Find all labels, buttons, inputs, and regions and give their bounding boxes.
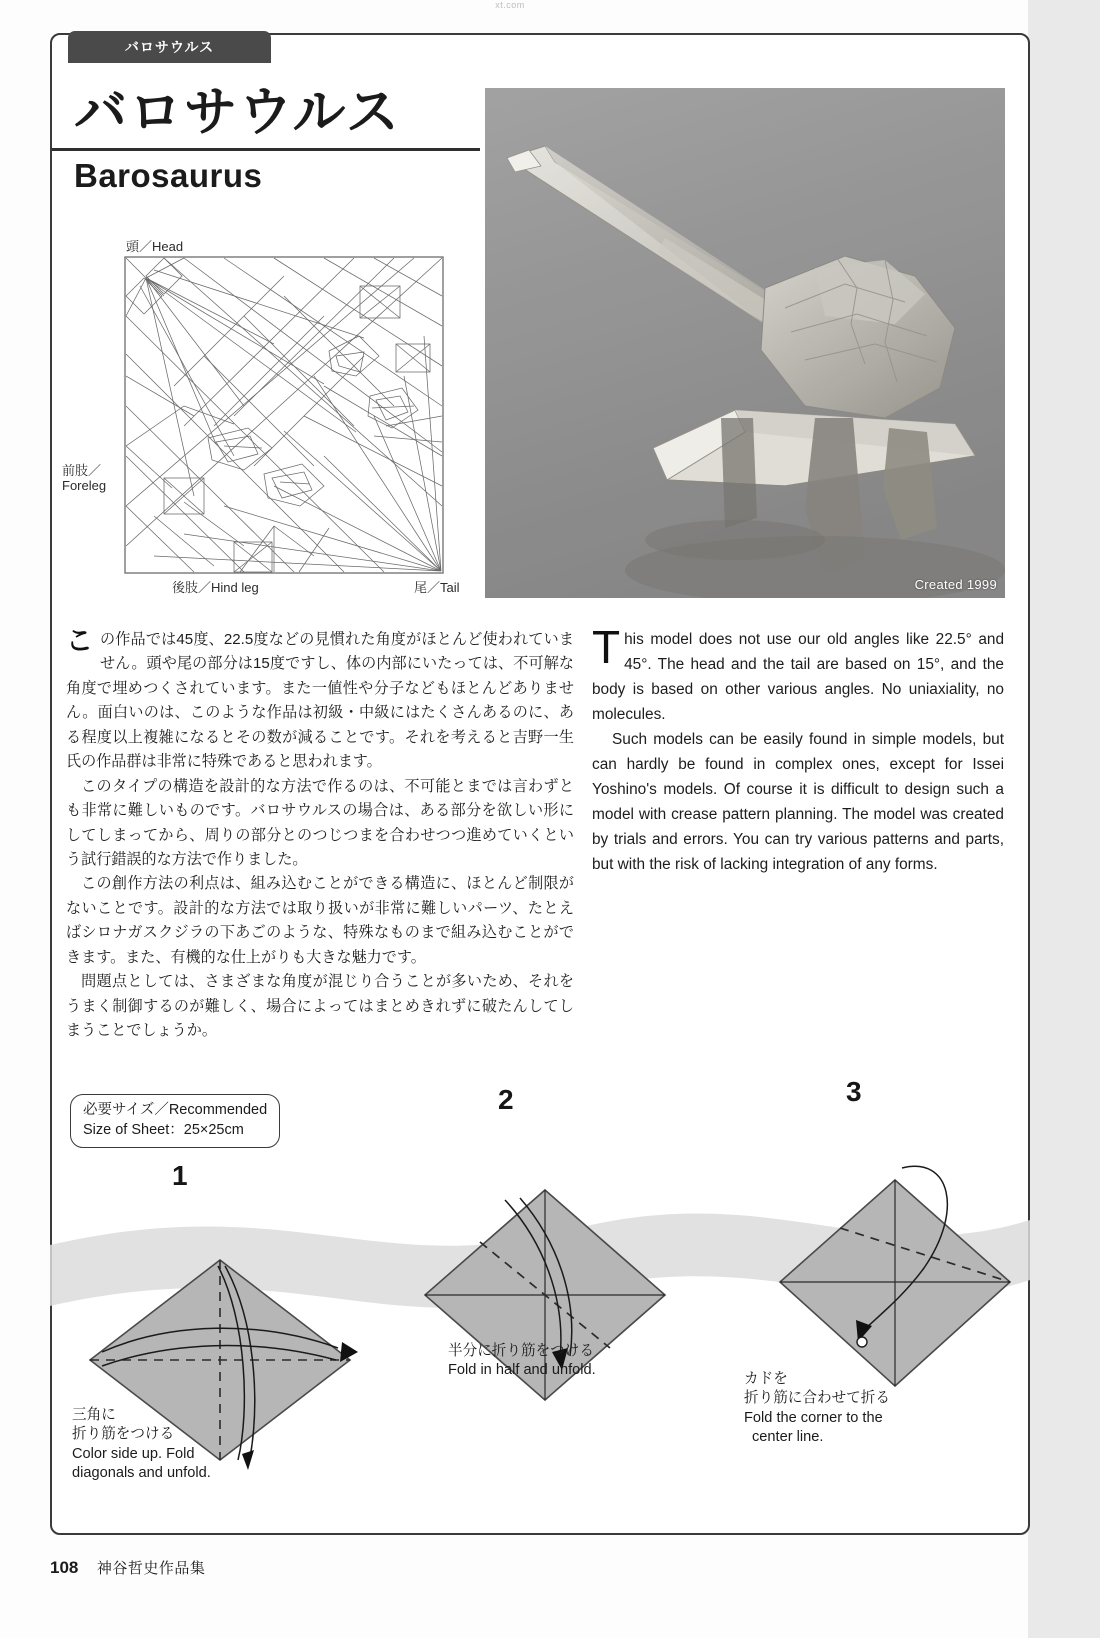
crease-pattern-figure [62, 236, 482, 596]
cp-label-foreleg-jp: 前肢／ [62, 463, 102, 478]
page-title-japanese: バロサウルス [74, 83, 401, 142]
step-3-caption-en-2: center line. [752, 1429, 824, 1446]
en-paragraph-1 [592, 621, 1004, 728]
title-block [52, 66, 482, 195]
cp-label-hind-leg: 後肢／Hind leg [172, 580, 259, 595]
photo-caption: Created 1999 [914, 577, 997, 592]
step-3-caption-jp-2: 折り筋に合わせて折る [744, 1390, 890, 1407]
step-caption-2 [448, 1342, 596, 1381]
chapter-tab-label: バロサウルス [124, 39, 215, 55]
book-title: 神谷哲史作品集 [96, 1560, 206, 1577]
jp-dropcap: こ [66, 626, 93, 656]
page-gutter [1028, 0, 1100, 1638]
step-2-caption-jp-1: 半分に折り筋をつける [448, 1343, 594, 1359]
recommended-size-line-2: Size of Sheet：25×25cm [83, 1121, 244, 1138]
step-caption-3 [744, 1370, 890, 1448]
cp-label-tail: 尾／Tail [414, 580, 460, 595]
watermark-text: xt.com [495, 0, 525, 10]
page-number: 108 [50, 1558, 79, 1577]
cp-label-foreleg [62, 464, 106, 494]
jp-paragraph-2: このタイプの構造を設計的な方法で作るのは、不可能とまでは言わずとも非常に難しいものです。バロサウルスの場合は、ある部分を欲しい形にしてしまってから、周りの部分とのつじつまを合わせつつ進めていくという試行錯誤的な方法で作りました。 [66, 777, 574, 868]
crease-pattern-svg [124, 256, 444, 574]
page-title-english: Barosaurus [74, 157, 263, 195]
recommended-size-line-1: 必要サイズ／Recommended [83, 1102, 268, 1118]
model-photograph [485, 88, 1005, 598]
en-paragraph-1-text: his model does not use our old angles like 22.5° and 45°. The head and the tail are based on 15°, and the body is based on other various angles. No uniaxiality, no molecules. [592, 631, 1004, 723]
en-dropcap: T [592, 621, 621, 673]
step-1-caption-en-2: diagonals and unfold. [72, 1465, 211, 1482]
step-2-caption-en-1: Fold in half and unfold. [448, 1362, 596, 1379]
step-1-caption-jp-1: 三角に [72, 1407, 116, 1423]
chapter-tab [68, 31, 271, 63]
step-1-caption-jp-2: 折り筋をつける [72, 1426, 175, 1443]
jp-paragraph-1-text: の作品では45度、22.5度などの見慣れた角度がほとんど使われていません。頭や尾の部分は15度ですし、体の内部にいたっては、不可解な角度で埋めつくされています。また一値性や分子などもほとんどありません。面白いのは、このような作品は初級・中級にはたくさんあるのに、ある程度以上複雑になるとその数が減ることです。それを考えると吉野一生氏の作品群は非常に特殊であると思われます。 [66, 631, 574, 771]
page-footer [50, 1557, 205, 1578]
step-caption-1 [72, 1406, 211, 1484]
step-number-1: 1 [172, 1160, 188, 1191]
photo-svg [485, 88, 1005, 598]
step-3-caption-en-1: Fold the corner to the [744, 1409, 883, 1426]
cp-label-head: 頭／Head [126, 239, 184, 254]
jp-paragraph-1 [66, 628, 574, 775]
cp-label-foreleg-en: Foreleg [62, 477, 107, 493]
step-3-figure [780, 1166, 1010, 1386]
step-number-3: 3 [846, 1076, 862, 1107]
step-3-caption-jp-1: カドを [744, 1371, 788, 1387]
en-paragraph-2: Such models can be easily found in simple models, but can hardly be found in complex ones, except for Issei Yoshino's models. Of course it is difficult to design such a model with crease pattern planning. The model was created by trials and errors. You can try various patterns and parts, but with the risk of lacking integration of any forms. [592, 730, 1004, 873]
jp-paragraph-4: 問題点としては、さまざまな角度が混じり合うことが多いため、それをうまく制御するのが難しく、場合によってはまとめきれずに破たんしてしまうことでしょうか。 [66, 973, 574, 1039]
body-text-japanese [66, 628, 574, 1043]
step-1-caption-en-1: Color side up. Fold [72, 1445, 195, 1462]
jp-paragraph-3: この創作方法の利点は、組み込むことができる構造に、ほとんど制限がないことです。設計的な方法では取り扱いが非常に難しいパーツ、たとえばシロナガスクジラの下あごのような、特殊なものまで組み込むことができます。また、有機的な仕上がりも大きな魅力です。 [66, 875, 574, 966]
body-text-english [592, 621, 1004, 878]
step-number-2: 2 [498, 1084, 514, 1115]
step-diagrams [50, 1070, 1030, 1500]
